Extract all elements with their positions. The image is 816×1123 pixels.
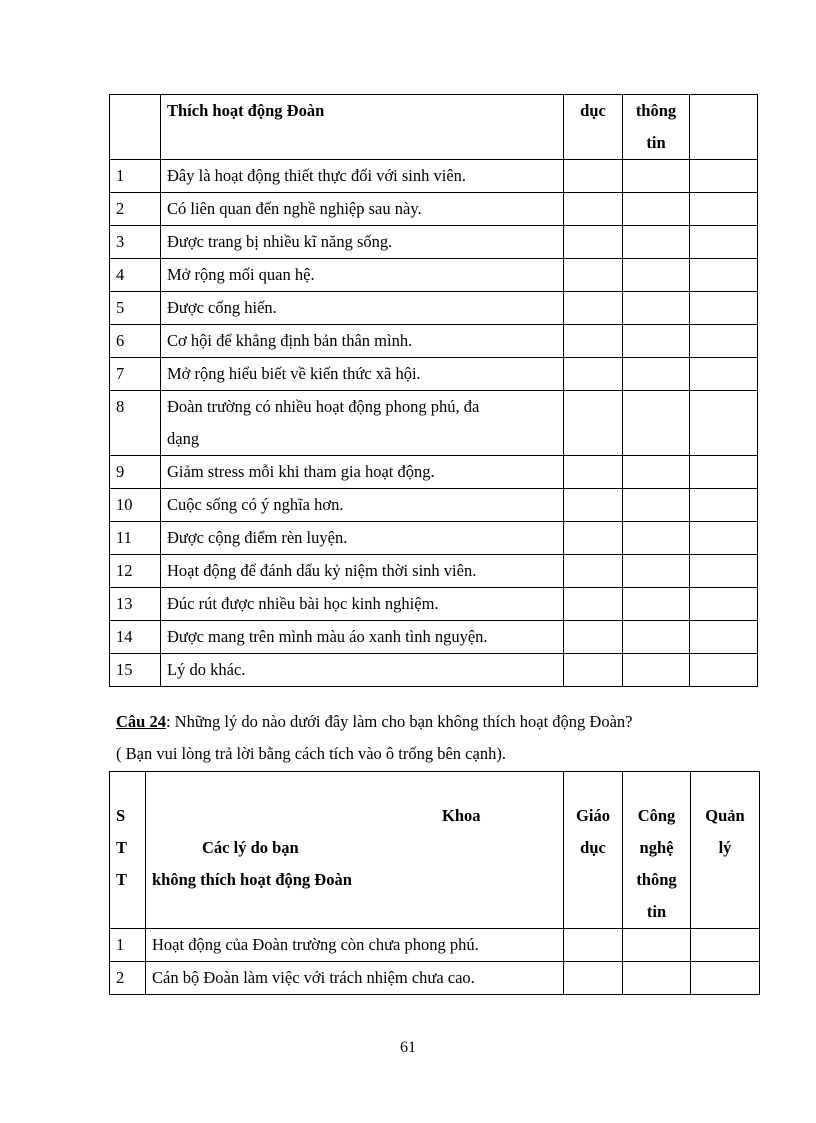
row-text: Có liên quan đến nghề nghiệp sau này. — [161, 193, 564, 226]
table-row — [110, 160, 758, 193]
row-number: 7 — [110, 358, 161, 391]
row-number: 6 — [110, 325, 161, 358]
row-number: 1 — [110, 160, 161, 193]
checkbox-cell-edu[interactable] — [564, 962, 623, 995]
checkbox-cell-it[interactable] — [623, 962, 691, 995]
header-it-line: nghệ — [639, 838, 674, 857]
row-text: Đúc rút được nhiều bài học kinh nghiệm. — [161, 588, 564, 621]
checkbox-cell-it[interactable] — [623, 621, 690, 654]
header-stt-letter: T — [116, 838, 128, 857]
checkbox-cell-mgmt[interactable] — [690, 292, 758, 325]
question-text: : Những lý do nào dưới đây làm cho bạn không thích hoạt động Đoàn? — [165, 712, 633, 731]
checkbox-cell-it[interactable] — [623, 259, 690, 292]
header-mgmt-cell — [691, 772, 760, 929]
checkbox-cell-mgmt[interactable] — [690, 555, 758, 588]
row-number: 11 — [110, 522, 161, 555]
row-text: Được mang trên mình màu áo xanh tình nguyện. — [161, 621, 564, 654]
row-number: 10 — [110, 489, 161, 522]
row-text: Hoạt động của Đoàn trường còn chưa phong phú. — [146, 929, 564, 962]
reasons-like-table — [109, 94, 758, 687]
header-stt-letter: T — [116, 870, 128, 889]
checkbox-cell-mgmt[interactable] — [690, 522, 758, 555]
header-mgmt-line: lý — [718, 838, 732, 857]
table-row — [110, 325, 758, 358]
checkbox-cell-mgmt[interactable] — [690, 325, 758, 358]
header-it-line: tin — [646, 902, 667, 921]
header-stt-cell — [110, 772, 146, 929]
table-row — [110, 391, 758, 456]
header-it-line: thông — [635, 101, 677, 120]
checkbox-cell-mgmt[interactable] — [690, 391, 758, 456]
row-number: 9 — [110, 456, 161, 489]
checkbox-cell-mgmt[interactable] — [690, 588, 758, 621]
checkbox-cell-mgmt[interactable] — [690, 358, 758, 391]
table-row — [110, 654, 758, 687]
table-header-row — [110, 95, 758, 160]
checkbox-cell-edu[interactable] — [564, 193, 623, 226]
checkbox-cell-edu[interactable] — [564, 621, 623, 654]
checkbox-cell-mgmt[interactable] — [690, 456, 758, 489]
row-text: Đây là hoạt động thiết thực đối với sinh viên. — [161, 160, 564, 193]
row-number: 1 — [110, 929, 146, 962]
header-reason-cell: Thích hoạt động Đoàn — [161, 95, 564, 160]
table-row — [110, 193, 758, 226]
checkbox-cell-mgmt[interactable] — [691, 962, 760, 995]
header-edu-cell: dục — [564, 95, 623, 160]
row-number: 3 — [110, 226, 161, 259]
header-reason-line: không thích hoạt động Đoàn — [152, 870, 352, 889]
checkbox-cell-it[interactable] — [623, 325, 690, 358]
table-row — [110, 962, 760, 995]
header-stt-cell — [110, 95, 161, 160]
checkbox-cell-edu[interactable] — [564, 929, 623, 962]
row-text: Cuộc sống có ý nghĩa hơn. — [161, 489, 564, 522]
checkbox-cell-it[interactable] — [623, 555, 690, 588]
checkbox-cell-it[interactable] — [623, 226, 690, 259]
header-it-line: tin — [646, 133, 666, 152]
table-row — [110, 226, 758, 259]
row-number: 8 — [110, 391, 161, 456]
checkbox-cell-it[interactable] — [623, 358, 690, 391]
checkbox-cell-mgmt[interactable] — [690, 621, 758, 654]
header-stt-letter: S — [116, 806, 126, 825]
header-reason-cell — [146, 772, 564, 929]
table-row — [110, 555, 758, 588]
row-text: Lý do khác. — [161, 654, 564, 687]
checkbox-cell-it[interactable] — [623, 160, 690, 193]
row-text: Mở rộng mối quan hệ. — [161, 259, 564, 292]
checkbox-cell-edu[interactable] — [564, 522, 623, 555]
checkbox-cell-mgmt[interactable] — [690, 193, 758, 226]
checkbox-cell-edu[interactable] — [564, 160, 623, 193]
checkbox-cell-edu[interactable] — [564, 259, 623, 292]
table-row — [110, 621, 758, 654]
checkbox-cell-mgmt[interactable] — [690, 259, 758, 292]
header-reason-line: Các lý do bạn — [202, 838, 299, 857]
checkbox-cell-it[interactable] — [623, 489, 690, 522]
row-number: 12 — [110, 555, 161, 588]
checkbox-cell-it[interactable] — [623, 929, 691, 962]
table-header-row — [110, 772, 760, 929]
row-number: 2 — [110, 962, 146, 995]
checkbox-cell-edu[interactable] — [564, 456, 623, 489]
checkbox-cell-mgmt[interactable] — [690, 489, 758, 522]
table-row — [110, 489, 758, 522]
row-text: Được cộng điểm rèn luyện. — [161, 522, 564, 555]
table-row — [110, 456, 758, 489]
question-instruction: ( Bạn vui lòng trả lời bằng cách tích vào ô trống bên cạnh). — [116, 744, 506, 763]
checkbox-cell-edu[interactable] — [564, 654, 623, 687]
row-number: 14 — [110, 621, 161, 654]
checkbox-cell-it[interactable] — [623, 391, 690, 456]
question-title — [116, 706, 756, 738]
table-row — [110, 929, 760, 962]
checkbox-cell-edu[interactable] — [564, 358, 623, 391]
header-it-line: thông — [636, 870, 677, 889]
header-it-cell — [623, 95, 690, 160]
header-khoa: Khoa — [442, 806, 481, 825]
row-text: Hoạt động để đánh dấu kỷ niệm thời sinh viên. — [161, 555, 564, 588]
header-mgmt-line: Quản — [705, 806, 745, 825]
row-text: Được cống hiến. — [161, 292, 564, 325]
checkbox-cell-edu[interactable] — [564, 292, 623, 325]
checkbox-cell-mgmt[interactable] — [690, 160, 758, 193]
table-row — [110, 292, 758, 325]
checkbox-cell-it[interactable] — [623, 588, 690, 621]
checkbox-cell-edu[interactable] — [564, 226, 623, 259]
checkbox-cell-it[interactable] — [623, 193, 690, 226]
header-edu-line: Giáo — [576, 806, 610, 825]
checkbox-cell-mgmt[interactable] — [690, 226, 758, 259]
row-text: Được trang bị nhiều kĩ năng sống. — [161, 226, 564, 259]
page-number: 61 — [400, 1039, 416, 1056]
checkbox-cell-it[interactable] — [623, 654, 690, 687]
row-text-line: dạng — [167, 429, 200, 448]
checkbox-cell-edu[interactable] — [564, 325, 623, 358]
row-text: Giảm stress mỗi khi tham gia hoạt động. — [161, 456, 564, 489]
header-edu-cell — [564, 772, 623, 929]
row-text: Cán bộ Đoàn làm việc với trách nhiệm chưa cao. — [146, 962, 564, 995]
question-label: Câu 24 — [116, 712, 166, 731]
question-24 — [116, 706, 756, 770]
checkbox-cell-edu[interactable] — [564, 555, 623, 588]
header-mgmt-cell — [690, 95, 758, 160]
checkbox-cell-it[interactable] — [623, 292, 690, 325]
table-row — [110, 522, 758, 555]
reasons-dislike-table — [109, 771, 760, 995]
row-number: 15 — [110, 654, 161, 687]
checkbox-cell-it[interactable] — [623, 522, 690, 555]
checkbox-cell-edu[interactable] — [564, 391, 623, 456]
row-text-line: Đoàn trường có nhiều hoạt động phong phú, đa — [167, 397, 480, 416]
checkbox-cell-mgmt[interactable] — [690, 654, 758, 687]
row-text: Mở rộng hiểu biết về kiến thức xã hội. — [161, 358, 564, 391]
row-number: 13 — [110, 588, 161, 621]
table-row — [110, 259, 758, 292]
row-number: 2 — [110, 193, 161, 226]
checkbox-cell-edu[interactable] — [564, 489, 623, 522]
table-row — [110, 588, 758, 621]
header-edu-line: dục — [580, 838, 606, 857]
row-number: 4 — [110, 259, 161, 292]
checkbox-cell-mgmt[interactable] — [691, 929, 760, 962]
row-number: 5 — [110, 292, 161, 325]
checkbox-cell-edu[interactable] — [564, 588, 623, 621]
row-text: Cơ hội để khẳng định bản thân mình. — [161, 325, 564, 358]
header-it-line: Công — [637, 806, 676, 825]
table-row — [110, 358, 758, 391]
row-text — [161, 391, 564, 456]
checkbox-cell-it[interactable] — [623, 456, 690, 489]
header-it-cell — [623, 772, 691, 929]
